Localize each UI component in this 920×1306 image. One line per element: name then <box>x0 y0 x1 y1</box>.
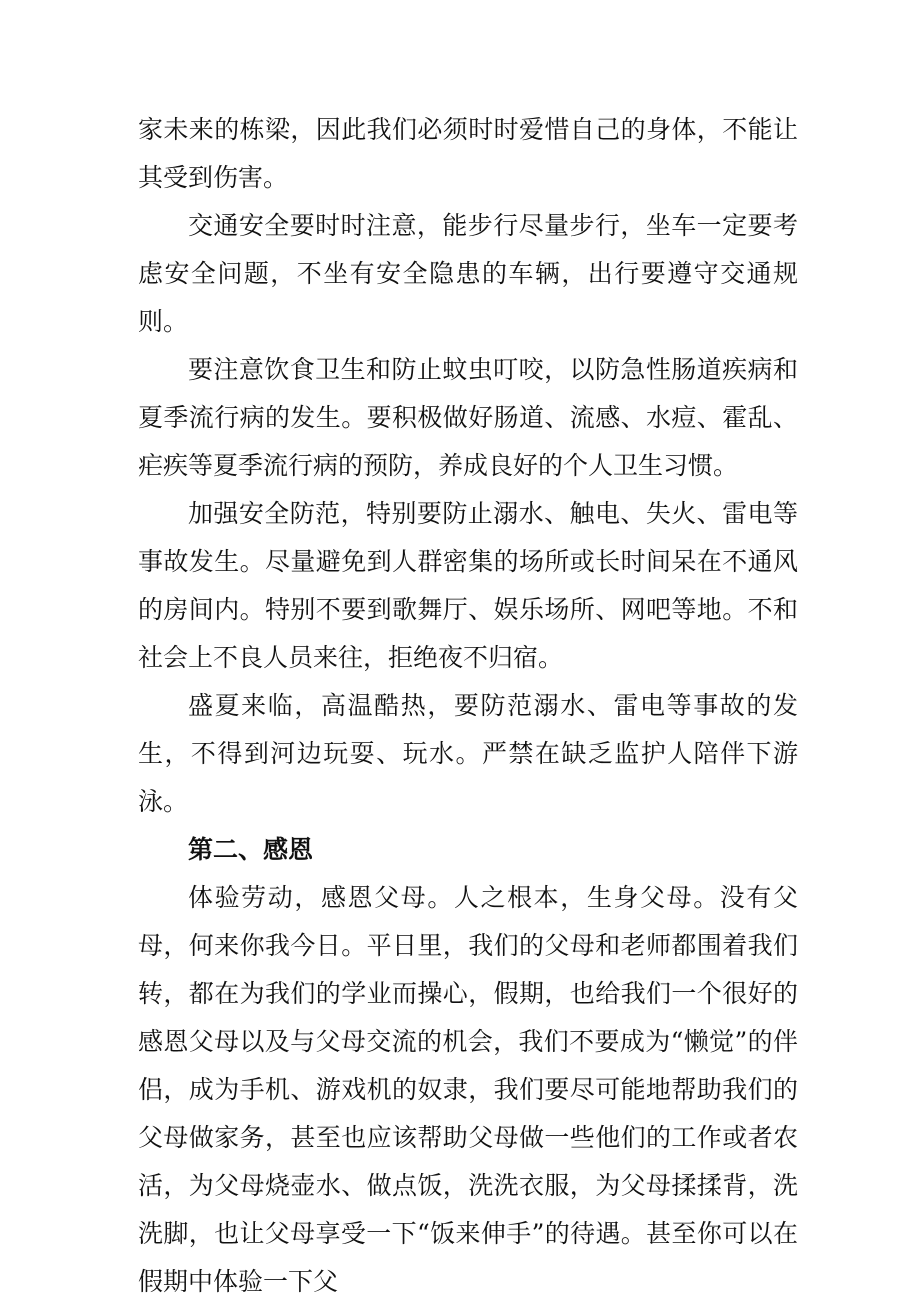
paragraph-food-hygiene: 要注意饮食卫生和防止蚊虫叮咬，以防急性肠道疾病和夏季流行病的发生。要积极做好肠道、流感、水痘、霍乱、疟疾等夏季流行病的预防，养成良好的个人卫生习惯。 <box>138 355 798 480</box>
paragraph-gratitude: 体验劳动，感恩父母。人之根本，生身父母。没有父母，何来你我今日。平日里，我们的父母和老师都围着我们转，都在为我们的学业而操心，假期，也给我们一个很好的感恩父母以及与父母交流的机会，我们不要成为“懒觉”的伴侣，成为手机、游戏机的奴隶，我们要尽可能地帮助我们的父母做家务，甚至也应该帮助父母做一些他们的工作或者农活，为父母烧壶水、做点饭，洗洗衣服，为父母揉揉背，洗洗脚，也让父母享受一下“饭来伸手”的待遇。甚至你可以在假期中体验一下父 <box>138 883 798 1296</box>
section-heading-gratitude: 第二、感恩 <box>188 835 314 864</box>
document-body <box>138 106 798 1306</box>
paragraph-traffic-safety: 交通安全要时时注意，能步行尽量步行，坐车一定要考虑安全问题，不坐有安全隐患的车辆，出行要遵守交通规则。 <box>138 211 798 336</box>
paragraph-safety-precautions: 加强安全防范，特别要防止溺水、触电、失火、雷电等事故发生。尽量避免到人群密集的场所或长时间呆在不通风的房间内。特别不要到歌舞厅、娱乐场所、网吧等地。不和社会上不良人员来往，拒绝夜不归宿。 <box>138 499 798 672</box>
paragraph-summer-drowning: 盛夏来临，高温酷热，要防范溺水、雷电等事故的发生，不得到河边玩耍、玩水。严禁在缺乏监护人陪伴下游泳。 <box>138 691 798 816</box>
paragraph-continuation: 家未来的栋梁，因此我们必须时时爱惜自己的身体，不能让其受到伤害。 <box>138 115 798 192</box>
